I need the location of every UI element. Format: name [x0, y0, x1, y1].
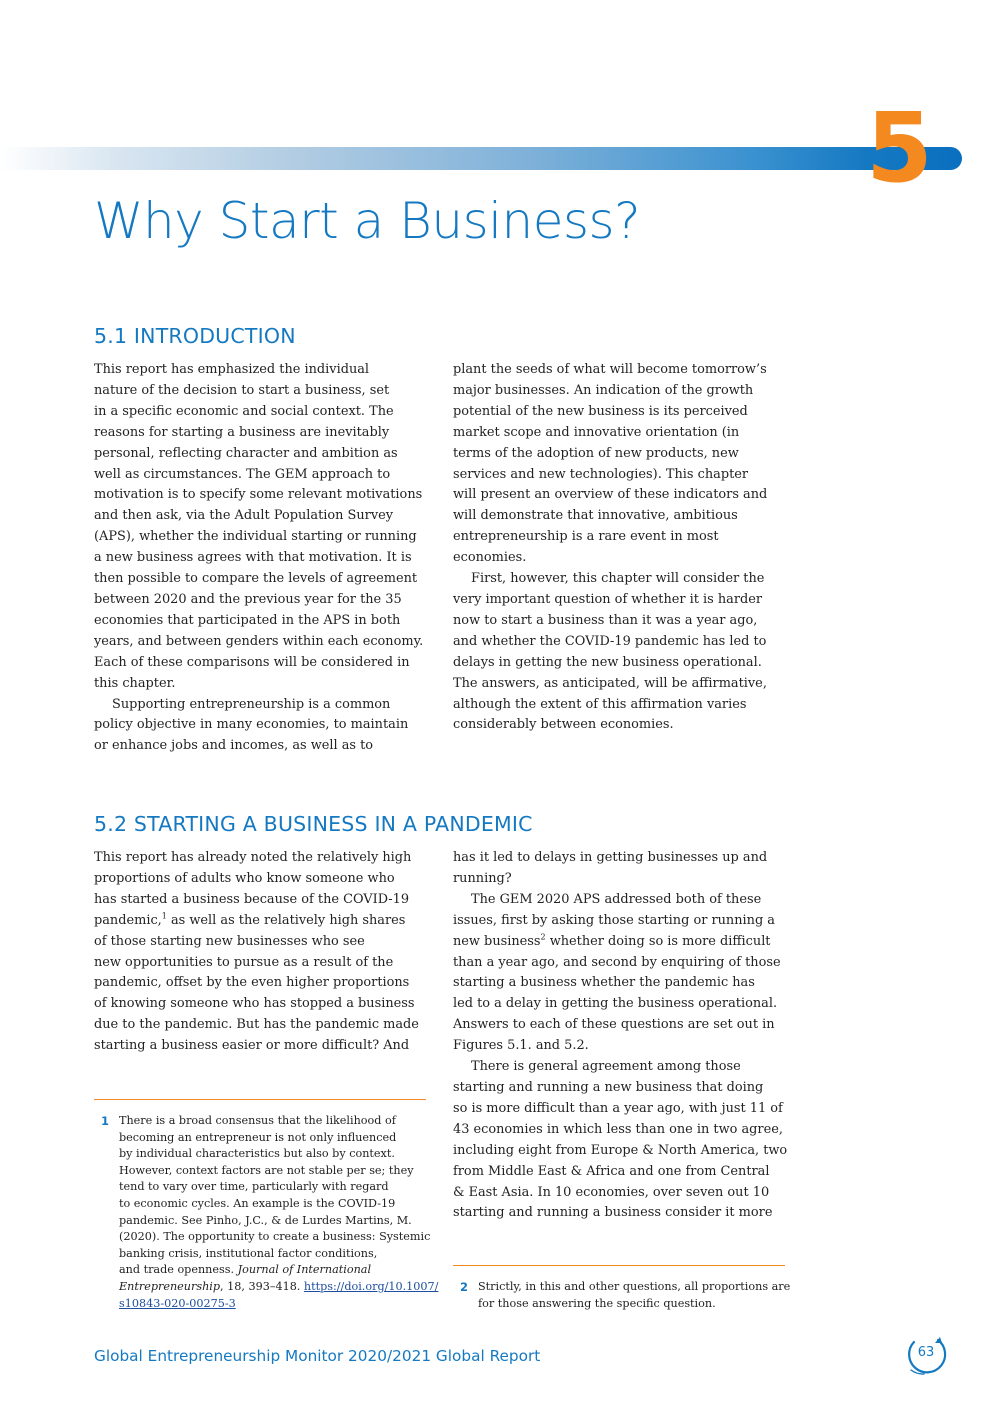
text-line: Each of these comparisons will be considered in	[94, 654, 410, 670]
footnote-line: (2020). The opportunity to create a business: Systemic	[119, 1230, 431, 1244]
doi-link[interactable]: https://doi.org/10.1007/	[303, 1279, 439, 1293]
text-fragment: and trade openness.	[119, 1263, 238, 1277]
text-line: Supporting entrepreneurship is a common	[112, 696, 391, 712]
text-fragment: whether doing so is more difficult	[545, 933, 771, 949]
text-line: starting and running a new business that doing	[453, 1079, 764, 1095]
section-heading-pandemic: 5.2 STARTING A BUSINESS IN A PANDEMIC	[94, 812, 533, 836]
text-line: between 2020 and the previous year for the 35	[94, 591, 402, 607]
text-line: including eight from Europe & North America, two	[453, 1142, 788, 1158]
text-line: personal, reflecting character and ambition as	[94, 445, 398, 461]
intro-left-column	[94, 360, 430, 757]
journal-name: Journal of International	[237, 1263, 372, 1277]
text-line: of knowing someone who has stopped a business	[94, 996, 415, 1012]
footnote-line	[119, 1279, 439, 1296]
text-line: very important question of whether it is harder	[453, 591, 763, 607]
footnote-2	[460, 1279, 790, 1312]
page-number: 63	[917, 1345, 935, 1360]
text-line: considerably between economies.	[453, 717, 674, 733]
text-line: then possible to compare the levels of agreement	[94, 571, 418, 587]
text-line: terms of the adoption of new products, new	[453, 445, 739, 461]
text-line: in a specific economic and social context. The	[94, 403, 394, 419]
text-line: pandemic, offset by the even higher proportions	[94, 975, 410, 991]
text-line: nature of the decision to start a business, set	[94, 382, 390, 398]
text-line: (APS), whether the individual starting or running	[94, 529, 417, 545]
text-line: has started a business because of the COVID-19	[94, 891, 410, 907]
footnote-line: for those answering the specific question.	[478, 1296, 716, 1310]
text-line: starting a business easier or more difficult? And	[94, 1038, 410, 1054]
footnote-line: to economic cycles. An example is the COVID-19	[119, 1196, 396, 1210]
text-line: and whether the COVID-19 pandemic has led to	[453, 633, 767, 649]
footnote-line: becoming an entrepreneur is not only influenced	[119, 1130, 397, 1144]
footnote-line	[119, 1262, 426, 1279]
footnote-line: tend to vary over time, particularly with regard	[119, 1180, 389, 1194]
text-line: well as circumstances. The GEM approach to	[94, 466, 391, 482]
text-line: and then ask, via the Adult Population Survey	[94, 508, 394, 524]
footnote-marker: 2	[460, 1280, 469, 1294]
text-fragment: pandemic,	[94, 912, 162, 928]
section-heading-introduction: 5.1 INTRODUCTION	[94, 324, 296, 348]
text-line: plant the seeds of what will become tomorrow’s	[453, 362, 767, 377]
chapter-header-band	[0, 147, 962, 170]
text-line: so is more difficult than a year ago, with just 11 of	[453, 1100, 783, 1116]
text-line: will present an overview of these indicators and	[453, 487, 768, 503]
chapter-number: 5	[866, 92, 933, 204]
text-line: The GEM 2020 APS addressed both of these	[471, 891, 762, 907]
text-line: First, however, this chapter will consider the	[471, 571, 765, 587]
footnote-divider	[94, 1099, 426, 1100]
text-line: this chapter.	[94, 675, 176, 691]
text-line: There is general agreement among those	[471, 1059, 741, 1075]
text-line: Figures 5.1. and 5.2.	[453, 1038, 589, 1054]
text-line: entrepreneurship is a rare event in most	[453, 529, 719, 545]
text-line: policy objective in many economies, to maintain	[94, 717, 409, 733]
text-line: running?	[453, 870, 512, 886]
text-line: reasons for starting a business are inevitably	[94, 424, 390, 440]
pandemic-right-column	[453, 848, 789, 1224]
text-line: economies that participated in the APS in both	[94, 612, 401, 628]
text-line: delays in getting the new business operational.	[453, 654, 762, 670]
text-line: economies.	[453, 550, 527, 566]
text-line: 43 economies in which less than one in two agree,	[453, 1121, 783, 1137]
text-line: & East Asia. In 10 economies, over seven out 10	[453, 1184, 770, 1200]
text-line: This report has already noted the relatively high	[94, 850, 412, 865]
report-footer: Global Entrepreneurship Monitor 2020/2021 Global Report	[94, 1347, 541, 1365]
text-line: The answers, as anticipated, will be affirmative,	[453, 675, 767, 691]
text-line: a new business agrees with that motivation. It is	[94, 550, 412, 566]
footnote-ref-2[interactable]: 2	[540, 932, 546, 942]
text-line: of those starting new businesses who see	[94, 933, 365, 949]
text-line	[94, 911, 430, 932]
citation-detail: , 18, 393–418.	[220, 1279, 304, 1293]
text-line: motivation is to specify some relevant motivations	[94, 487, 423, 503]
text-line: due to the pandemic. But has the pandemic made	[94, 1017, 419, 1033]
pandemic-left-column	[94, 848, 430, 1057]
text-line: years, and between genders within each economy.	[94, 633, 424, 649]
text-line: starting and running a business consider it more	[453, 1205, 773, 1221]
footnote-line: There is a broad consensus that the likelihood of	[119, 1114, 396, 1127]
intro-right-column	[453, 360, 789, 736]
text-line: This report has emphasized the individual	[94, 362, 370, 377]
text-line: or enhance jobs and incomes, as well as to	[94, 738, 374, 754]
text-line: new opportunities to pursue as a result of the	[94, 954, 394, 970]
text-line: starting a business whether the pandemic has	[453, 975, 755, 991]
footnote-line: However, context factors are not stable per se; they	[119, 1163, 414, 1177]
doi-link[interactable]: s10843-020-00275-3	[119, 1296, 236, 1310]
text-fragment: as well as the relatively high shares	[166, 912, 406, 928]
text-line: than a year ago, and second by enquiring of those	[453, 954, 781, 970]
text-line: issues, first by asking those starting or running a	[453, 912, 775, 928]
footnote-line: banking crisis, institutional factor conditions,	[119, 1246, 378, 1260]
footnote-line: Strictly, in this and other questions, all proportions are	[478, 1280, 791, 1293]
text-line: from Middle East & Africa and one from Central	[453, 1163, 770, 1179]
text-line: although the extent of this affirmation varies	[453, 696, 747, 712]
text-fragment: new business	[453, 933, 541, 949]
footnote-ref-1[interactable]: 1	[161, 911, 167, 921]
text-line: has it led to delays in getting businesses up and	[453, 850, 768, 865]
footnote-line	[119, 1296, 426, 1313]
text-line: proportions of adults who know someone who	[94, 870, 395, 886]
text-line: services and new technologies). This chapter	[453, 466, 749, 482]
text-line: will demonstrate that innovative, ambitious	[453, 508, 738, 524]
footnote-1	[101, 1113, 439, 1312]
footnote-divider	[453, 1265, 785, 1266]
text-line: potential of the new business is its perceived	[453, 403, 748, 419]
text-line: market scope and innovative orientation (in	[453, 424, 740, 440]
footnote-line: by individual characteristics but also by context.	[119, 1147, 395, 1161]
text-line: Answers to each of these questions are set out in	[453, 1017, 775, 1033]
page-title: Why Start a Business?	[94, 192, 641, 250]
text-line: major businesses. An indication of the growth	[453, 382, 754, 398]
footnote-marker: 1	[101, 1114, 110, 1128]
text-line	[453, 932, 789, 953]
journal-name: Entrepreneurship	[119, 1279, 221, 1293]
text-line: led to a delay in getting the business operational.	[453, 996, 778, 1012]
footnote-line: pandemic. See Pinho, J.C., & de Lurdes Martins, M.	[119, 1213, 412, 1227]
text-line: now to start a business than it was a year ago,	[453, 612, 758, 628]
